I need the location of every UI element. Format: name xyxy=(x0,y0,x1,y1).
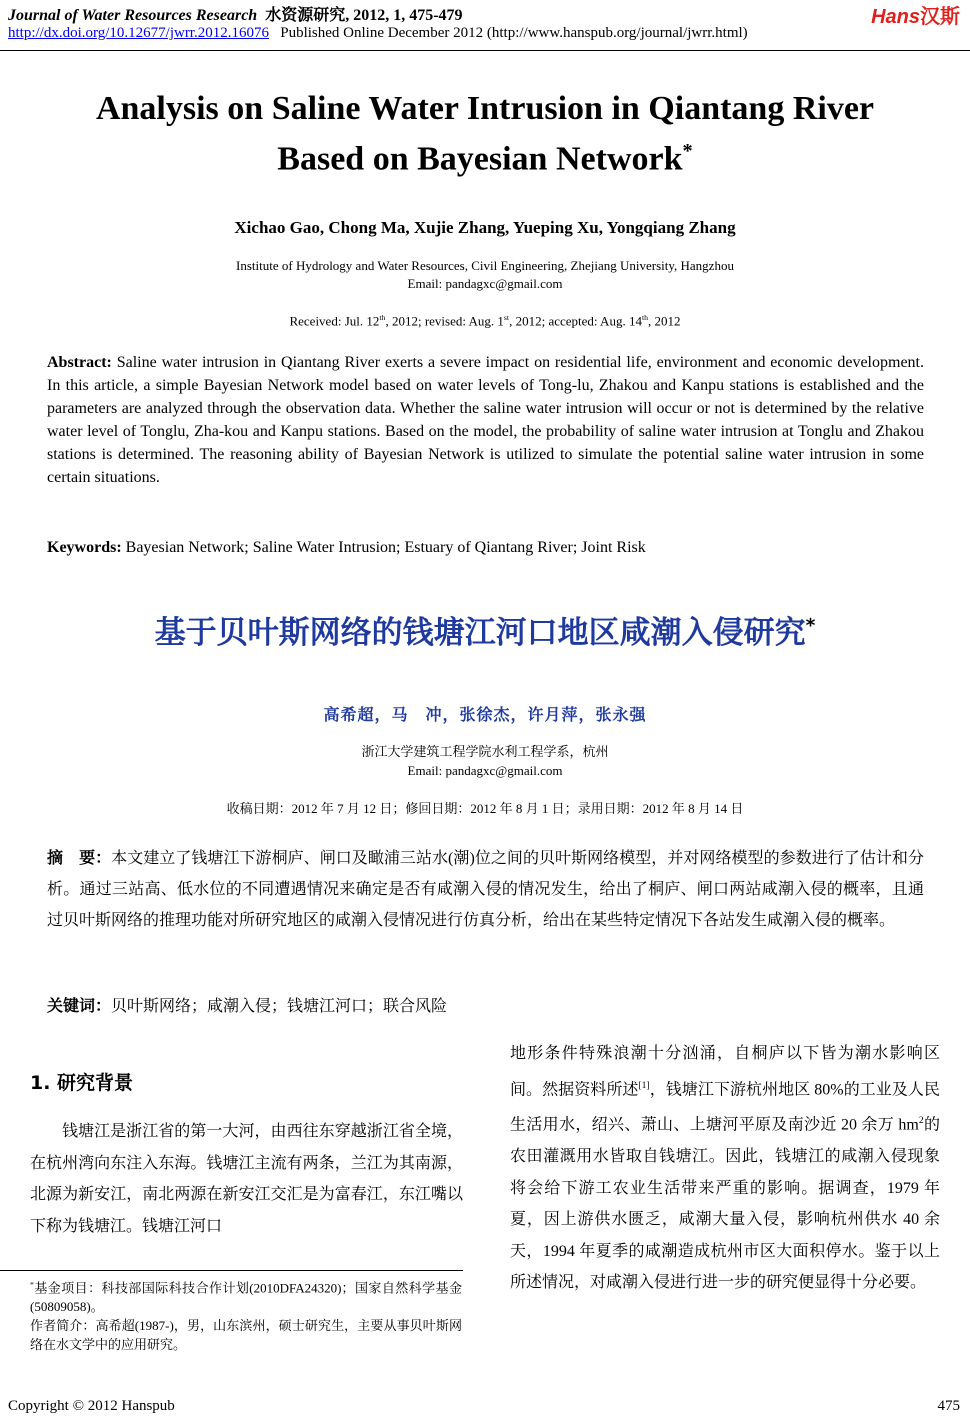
chinese-title: 基于贝叶斯网络的钱塘江河口地区咸潮入侵研究* xyxy=(154,615,816,651)
english-keywords: Keywords: Bayesian Network; Saline Water Intrusion; Estuary of Qiantang River; Joint Risk xyxy=(47,539,646,556)
chinese-affiliation: 浙江大学建筑工程学院水利工程学系，杭州 xyxy=(361,744,609,759)
hanspub-logo: Hans汉斯 xyxy=(871,6,960,28)
citation-ref[interactable]: [1] xyxy=(638,1079,650,1091)
chinese-keywords: 关键词：贝叶斯网络；咸潮入侵；钱塘江河口；联合风险 xyxy=(47,996,448,1015)
journal-name: Journal of Water Resources Research xyxy=(8,7,258,24)
header-divider xyxy=(0,50,970,51)
footnote: *基金项目：科技部国际科技合作计划(2010DFA24320)；国家自然科学基金(50809058)。 作者简介：高希超(1987-)，男，山东滨州，硕士研究生，主要从事贝叶斯网络在水文学中的应用研究。 xyxy=(30,1280,462,1353)
page-number: 475 xyxy=(937,1398,960,1414)
copyright: Copyright © 2012 Hanspub xyxy=(8,1398,175,1414)
chinese-abstract: 摘 要：本文建立了钱塘江下游桐庐、闸口及瞰浦三站水(潮)位之间的贝叶斯网络模型，并对网络模型的参数进行了估计和分析。通过三站高、低水位的不同遭遇情况来确定是否有咸潮入侵的情况发生，给出了桐庐、闸口两站咸潮入侵的概率，且通过贝叶斯网络的推理功能对所研究地区的咸潮入侵情况进行仿真分析，给出在某些特定情况下各站发生咸潮入侵的概率。 xyxy=(47,848,924,929)
english-authors: Xichao Gao, Chong Ma, Xujie Zhang, Yueping Xu, Yongqiang Zhang xyxy=(234,218,736,237)
english-received: Received: Jul. 12th, 2012; revised: Aug. 1st, 2012; accepted: Aug. 14th, 2012 xyxy=(289,313,681,329)
right-column-paragraph: 地形条件特殊浪潮十分汹涌，自桐庐以下皆为潮水影响区间。然据资料所述[1]，钱塘江下游杭州地区 80%的工业及人民生活用水，绍兴、萧山、上塘河平原及南沙近 20 余万 $hm^2$的农田灌溉用水皆取自钱塘江。因此，钱塘江的咸潮入侵现象将会给下游工农业生活带来严重的影响。据调查，1979 年夏，因上游供水匮乏，咸潮大量入侵，影响杭州供水 40 余天，1994 年夏季的咸潮造成杭州市区大面积停水。鉴于以上所述情况，对咸潮入侵进行进一步的研究便显得十分必要。 xyxy=(510,1045,940,1292)
publication-line xyxy=(8,25,748,42)
journal-header xyxy=(8,2,463,25)
section-heading: 1. 研究背景 xyxy=(30,1072,134,1094)
chinese-authors: 高希超，马 冲，张徐杰，许月萍，张永强 xyxy=(323,707,647,724)
chinese-email: Email: pandagxc@gmail.com xyxy=(407,763,563,778)
english-abstract: Abstract: Saline water intrusion in Qiantang River exerts a severe impact on residential life, environment and economic development. In this article, a simple Bayesian Network model based on water levels of Tong-lu, Zhakou and Kanpu stations is established and the parameters are analyzed through the observation data. Whether the saline water intrusion will occur or not is determined by the relative water level of Tonglu, Zha-kou and Kanpu stations. Based on the model, the probability of saline water intrusion at Tonglu and Zhakou stations is determined. The reasoning ability of Bayesian Network is utilized to simulate the potential saline water intrusion in some certain situations. xyxy=(47,354,924,486)
published-online: Published Online December 2012 (http://www.hanspub.org/journal/jwrr.html) xyxy=(280,25,748,41)
english-email: Email: pandagxc@gmail.com xyxy=(407,276,563,291)
chinese-received: 收稿日期：2012 年 7 月 12 日；修回日期：2012 年 8 月 1 日；录用日期：2012 年 8 月 14 日 xyxy=(226,801,744,816)
english-title: Analysis on Saline Water Intrusion in Qiantang River Based on Bayesian Network* xyxy=(95,90,875,178)
left-column-paragraph: 钱塘江是浙江省的第一大河，由西往东穿越浙江省全境，在杭州湾向东注入东海。钱塘江主流有两条，兰江为其南源，北源为新安江，南北两源在新安江交汇是为富春江，东江嘴以下称为钱塘江。钱塘江河口 xyxy=(30,1123,463,1235)
english-affiliation: Institute of Hydrology and Water Resources, Civil Engineering, Zhejiang University, Hangzhou xyxy=(236,258,734,273)
footnote-divider xyxy=(0,1270,463,1271)
journal-issue: 水资源研究, 2012, 1, 475-479 xyxy=(265,7,463,24)
doi-link[interactable]: http://dx.doi.org/10.12677/jwrr.2012.16076 xyxy=(8,25,269,41)
